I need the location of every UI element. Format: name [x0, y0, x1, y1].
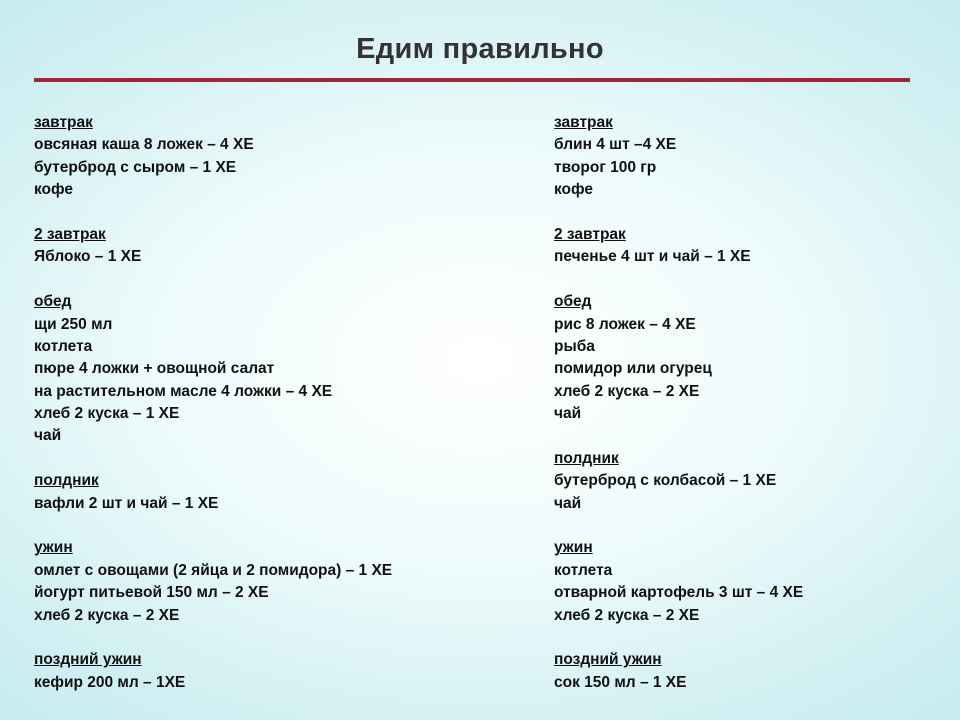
meal-heading: 2 завтрак [554, 225, 626, 243]
menu-item: йогурт питьевой 150 мл – 2 ХЕ [34, 584, 269, 602]
menu-item: бутерброд с колбасой – 1 ХЕ [554, 472, 777, 490]
meal-heading: обед [34, 293, 72, 311]
menu-item: вафли 2 шт и чай – 1 ХЕ [34, 494, 219, 512]
menu-item: печенье 4 шт и чай – 1 ХЕ [554, 248, 751, 266]
menu-item: кофе [554, 181, 593, 199]
meal-block [554, 291, 934, 425]
meal-heading: 2 завтрак [34, 225, 106, 243]
meal-block [34, 470, 494, 515]
menu-item: чай [34, 427, 62, 445]
meal-block [554, 112, 934, 202]
menu-item: котлета [554, 561, 613, 579]
menu-item: хлеб 2 куска – 2 ХЕ [554, 606, 700, 624]
meal-block [554, 649, 934, 694]
menu-item: кофе [34, 181, 73, 199]
title-divider [34, 78, 910, 82]
meal-heading: ужин [34, 539, 73, 557]
menu-item: щи 250 мл [34, 315, 113, 333]
menu-item: чай [554, 494, 582, 512]
meal-block [554, 224, 934, 269]
menu-item: на растительном масле 4 ложки – 4 ХЕ [34, 382, 333, 400]
meal-heading: завтрак [34, 114, 93, 131]
menu-item: хлеб 2 куска – 2 ХЕ [34, 606, 180, 624]
meal-block [34, 537, 494, 627]
meal-block [554, 537, 934, 627]
slide-title: Едим правильно [356, 33, 604, 65]
menu-item: сок 150 мл – 1 ХЕ [554, 673, 687, 691]
meal-block [554, 448, 934, 515]
menu-item: рыба [554, 337, 595, 355]
menu-column-left [34, 112, 494, 717]
meal-block [34, 649, 494, 694]
meal-heading: полдник [554, 449, 619, 467]
meal-heading: ужин [554, 539, 593, 557]
meal-heading: полдник [34, 472, 99, 490]
menu-item: омлет с овощами (2 яйца и 2 помидора) – 1 ХЕ [34, 561, 393, 579]
menu-item: овсяная каша 8 ложек – 4 ХЕ [34, 136, 254, 154]
menu-item: бутерброд с сыром – 1 ХЕ [34, 158, 237, 176]
meal-block [34, 224, 494, 269]
meal-block [34, 291, 494, 448]
menu-item: Яблоко – 1 ХЕ [34, 248, 142, 266]
menu-item: помидор или огурец [554, 360, 712, 378]
meal-heading: обед [554, 293, 592, 311]
menu-item: рис 8 ложек – 4 ХЕ [554, 315, 696, 333]
meal-heading: завтрак [554, 114, 613, 131]
meal-block [34, 112, 494, 202]
menu-item: хлеб 2 куска – 2 ХЕ [554, 382, 700, 400]
menu-item: пюре 4 ложки + овощной салат [34, 360, 275, 378]
menu-item: блин 4 шт –4 ХЕ [554, 136, 677, 154]
menu-item: кефир 200 мл – 1ХЕ [34, 673, 186, 691]
menu-item: хлеб 2 куска – 1 ХЕ [34, 405, 180, 423]
meal-heading: поздний ужин [34, 651, 142, 669]
menu-column-right [554, 112, 934, 717]
menu-item: чай [554, 405, 582, 423]
menu-item: котлета [34, 337, 93, 355]
menu-item: отварной картофель 3 шт – 4 ХЕ [554, 584, 804, 602]
meal-heading: поздний ужин [554, 651, 662, 669]
menu-item: творог 100 гр [554, 158, 657, 176]
